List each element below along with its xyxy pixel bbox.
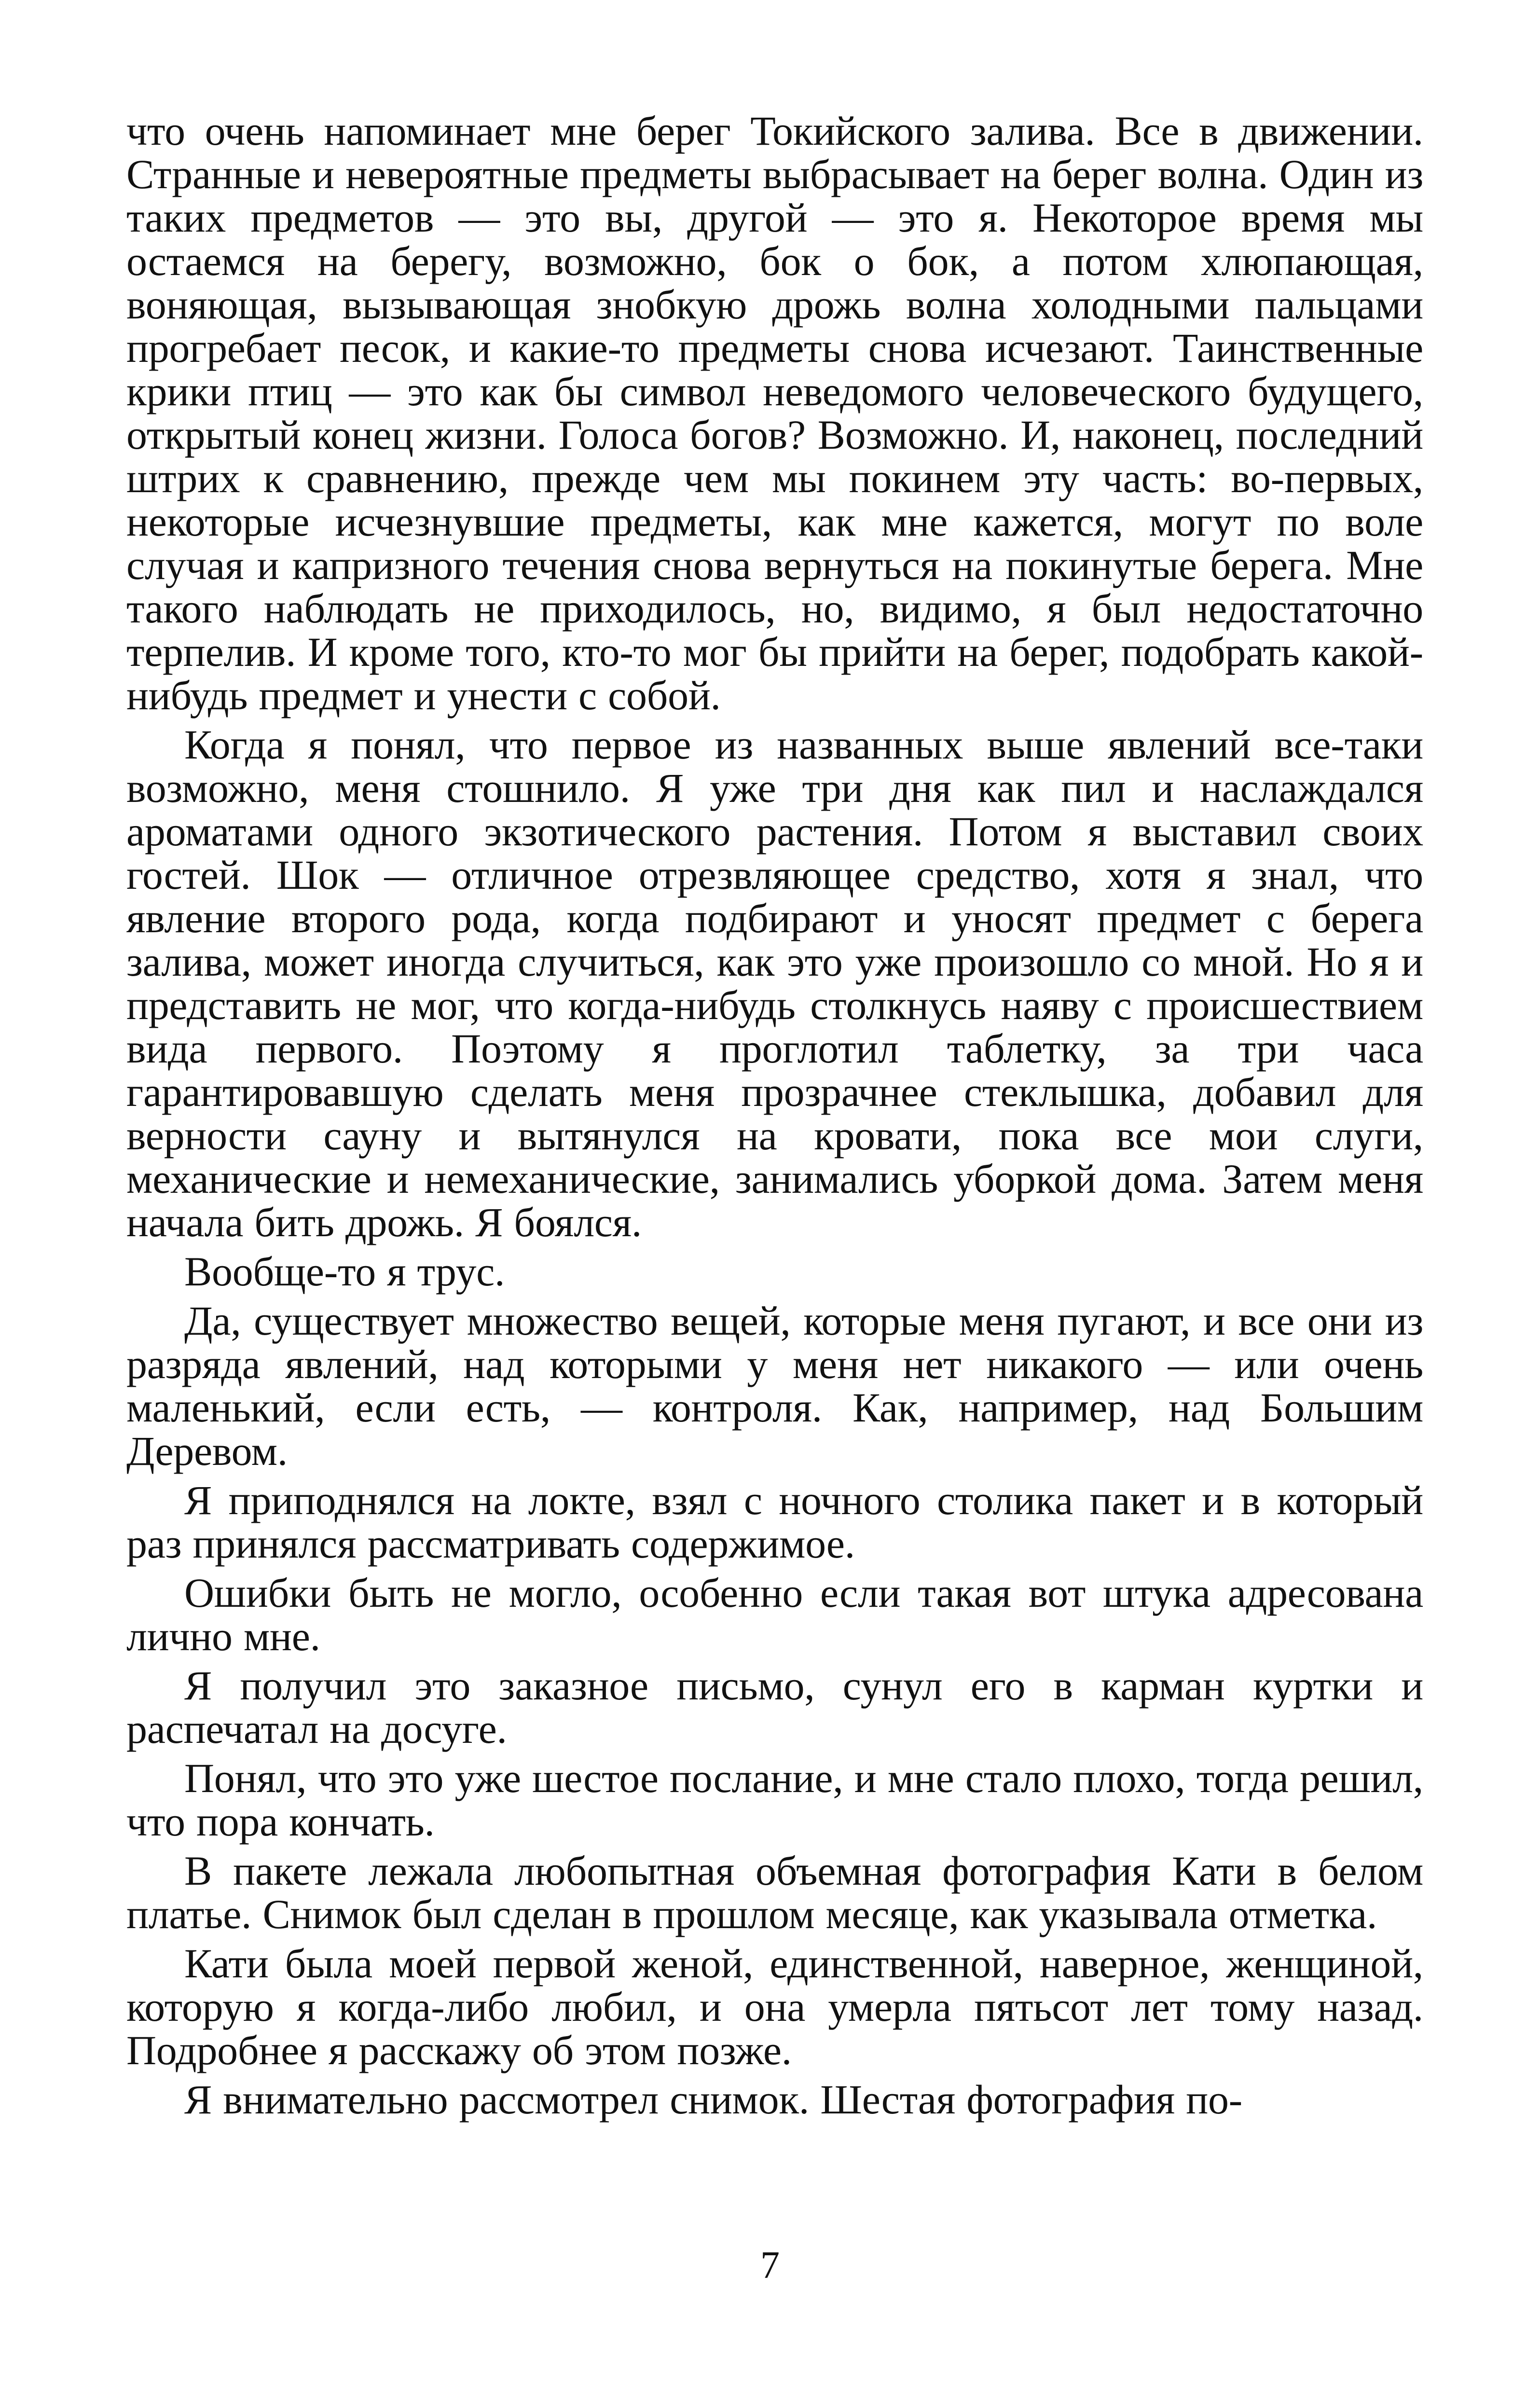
paragraph: Вообще-то я трус. <box>184 1248 505 1295</box>
paragraph: Да, существует множество вещей, которые меня пугают, и все они из разряда явлений, над которыми у меня нет никакого — или очень маленький, если есть, — контроля. Как, например, над Большим Деревом. <box>126 1297 1423 1474</box>
paragraph: В пакете лежала любопытная объемная фотография Кати в белом платье. Снимок был сделан в прошлом месяце, как указывала отметка. <box>126 1848 1423 1937</box>
paragraph: Я внимательно рассмотрел снимок. Шестая фотография по- <box>184 2076 1242 2123</box>
paragraph: что очень напоминает мне берег Токийского залива. Все в движении. Странные и невероятные предметы выбрасывает на берег волна. Один из таких предметов — это вы, другой — это я. Некоторое время мы остаемся на берегу, возможно, бок о бок, а потом хлюпающая, воняющая, вызывающая знобкую дрожь волна холодными пальцами прогребает песок, и какие-то предметы снова исчезают. Таинственные крики птиц — это как бы символ неведомого человеческого будущего, открытый конец жизни. Голоса богов? Возможно. И, наконец, последний штрих к сравнению, прежде чем мы покинем эту часть: во-первых, некоторые исчезнувшие предметы, как мне кажется, могут по воле случая и капризного течения снова вернуться на покинутые берега. Мне такого наблюдать не приходилось, но, видимо, я был недостаточно терпелив. И кроме того, кто-то мог бы прийти на берег, подобрать какой-нибудь предмет и унести с собой. <box>126 108 1423 718</box>
paragraph: Ошибки быть не могло, особенно если такая вот штука адресована лично мне. <box>126 1570 1423 1659</box>
paragraph: Понял, что это уже шестое послание, и мне стало плохо, тогда решил, что пора кончать. <box>126 1755 1423 1845</box>
paragraph: Когда я понял, что первое из названных выше явлений все-таки возможно, меня стошнило. Я уже три дня как пил и наслаждался ароматами одного экзотического растения. Потом я выставил своих гостей. Шок — отличное отрезвляющее средство, хотя я знал, что явление второго рода, когда подбирают и уносят предмет с берега залива, может иногда случиться, как это уже произошло со мной. Но я и представить не мог, что когда-нибудь столкнусь наяву с происшествием вида первого. Поэтому я проглотил таблетку, за три часа гарантировавшую сделать меня прозрачнее стеклышка, добавил для верности сауну и вытянулся на кровати, пока все мои слуги, механические и немеханические, занимались уборкой дома. Затем меня начала бить дрожь. Я боялся. <box>126 721 1423 1245</box>
paragraph: Кати была моей первой женой, единственной, наверное, женщиной, которую я когда-либо любил, и она умерла пятьсот лет тому назад. Подробнее я расскажу об этом позже. <box>126 1940 1423 2073</box>
paragraph: Я приподнялся на локте, взял с ночного столика пакет и в который раз принялся рассматривать содержимое. <box>126 1477 1423 1567</box>
paragraph: Я получил это заказное письмо, сунул его в карман куртки и распечатал на досуге. <box>126 1662 1423 1752</box>
page-number: 7 <box>760 2244 780 2287</box>
book-page-text <box>126 109 1423 2127</box>
